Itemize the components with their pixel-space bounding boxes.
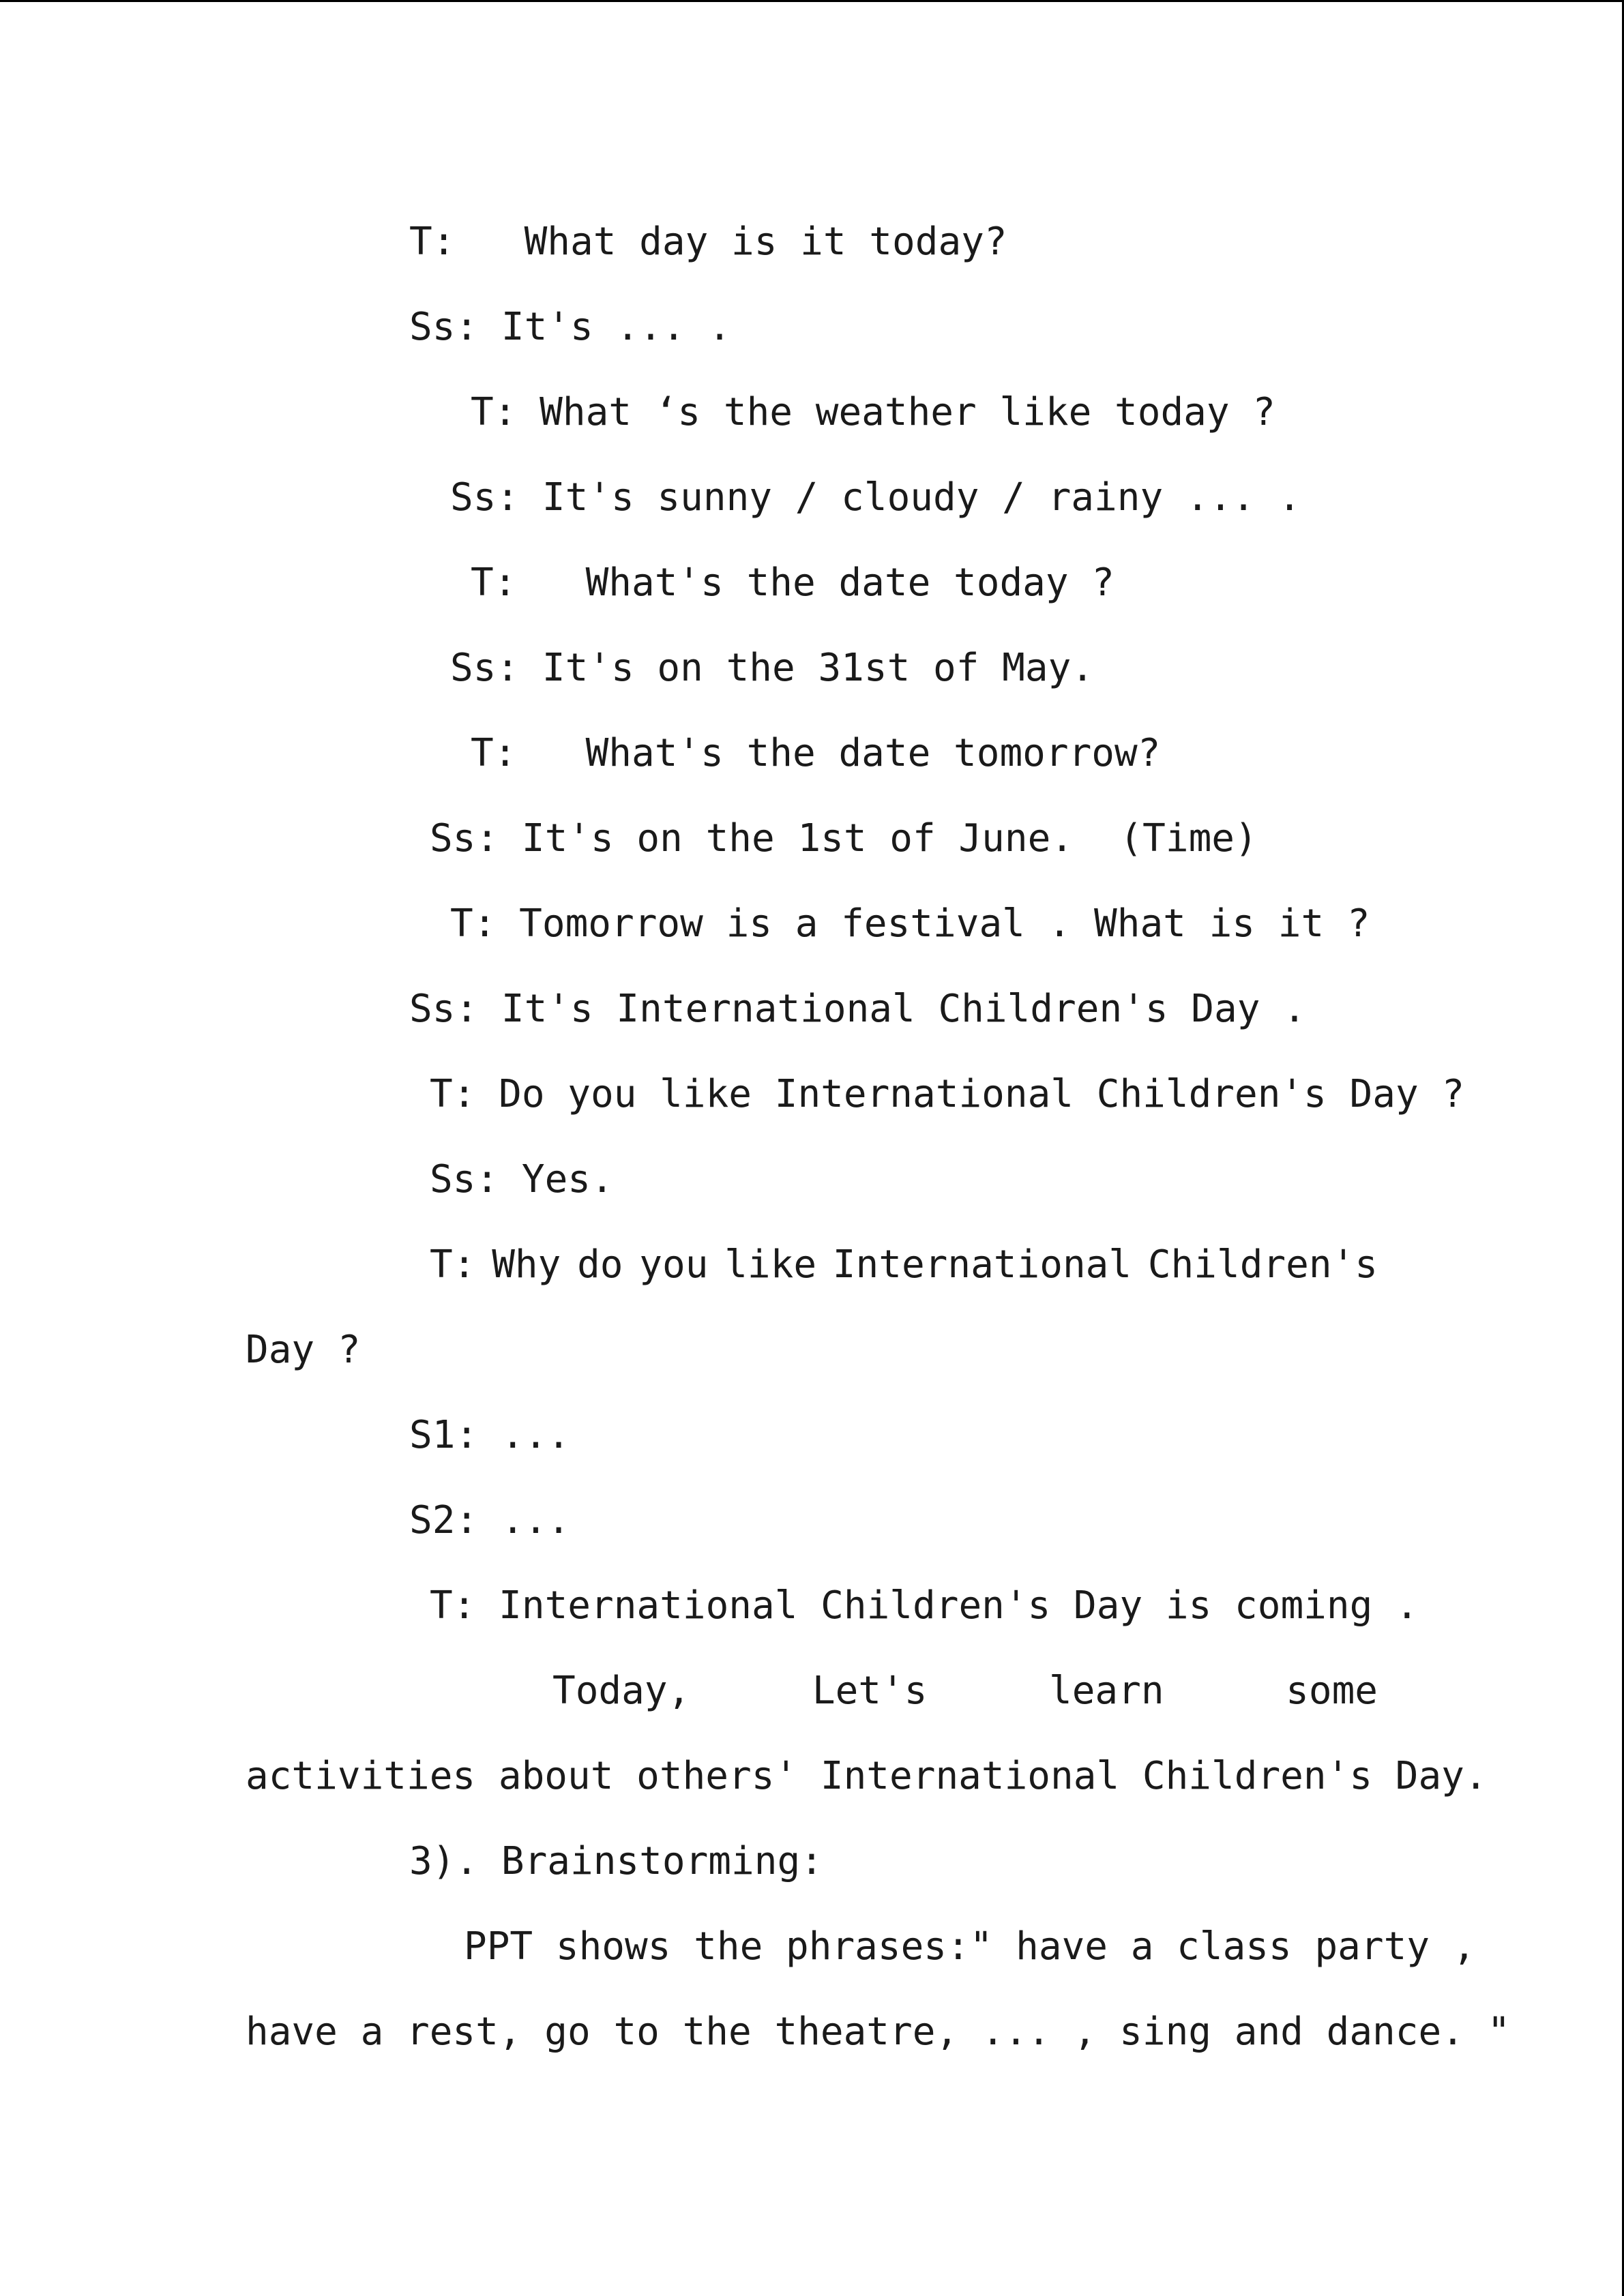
word: Children's <box>1147 1242 1378 1287</box>
word: Today, <box>552 1669 691 1713</box>
dialogue-line: T: What day is it today? <box>409 220 1007 264</box>
word: like <box>724 1242 817 1287</box>
paragraph-line: have a rest, go to the theatre, ... , sing and dance. " <box>246 2010 1511 2054</box>
dialogue-line: T: What's the date today ? <box>471 561 1115 605</box>
dialogue-line: S2: ... <box>409 1498 571 1542</box>
dialogue-line: Ss: Yes. <box>430 1157 614 1202</box>
justified-line-why <box>430 1243 1378 1287</box>
dialogue-line: T: International Children's Day is coming . <box>430 1583 1419 1628</box>
dialogue-line: T: Do you like International Children's Day ? <box>430 1072 1465 1116</box>
dialogue-line: Ss: It's sunny / cloudy / rainy ... . <box>450 475 1301 520</box>
dialogue-line: T: Tomorrow is a festival . What is it ? <box>450 901 1370 946</box>
word: International <box>832 1242 1132 1287</box>
dialogue-line: T: What ‘s the weather like today ? <box>471 390 1276 434</box>
dialogue-line: Ss: It's on the 31st of May. <box>450 646 1095 690</box>
dialogue-line: Ss: It's on the 1st of June. (Time) <box>430 816 1258 861</box>
word: T: <box>430 1242 476 1287</box>
dialogue-line: Day ? <box>246 1328 361 1372</box>
word: learn <box>1049 1669 1164 1713</box>
dialogue-line: activities about others' International Children's Day. <box>246 1754 1488 1798</box>
word: Let's <box>812 1669 928 1713</box>
word: you <box>639 1242 709 1287</box>
word: do <box>577 1242 623 1287</box>
dialogue-line: Ss: It's ... . <box>409 305 732 349</box>
word: Why <box>492 1242 561 1287</box>
justified-line-today <box>552 1669 1378 1713</box>
dialogue-line: S1: ... <box>409 1413 571 1457</box>
dialogue-line: Ss: It's International Children's Day . <box>409 987 1306 1031</box>
word: some <box>1286 1669 1378 1713</box>
section-heading: 3). Brainstorming: <box>409 1839 823 1883</box>
dialogue-line: T: What's the date tomorrow? <box>471 731 1161 775</box>
paragraph-line: PPT shows the phrases:" have a class party , <box>464 1924 1476 1969</box>
